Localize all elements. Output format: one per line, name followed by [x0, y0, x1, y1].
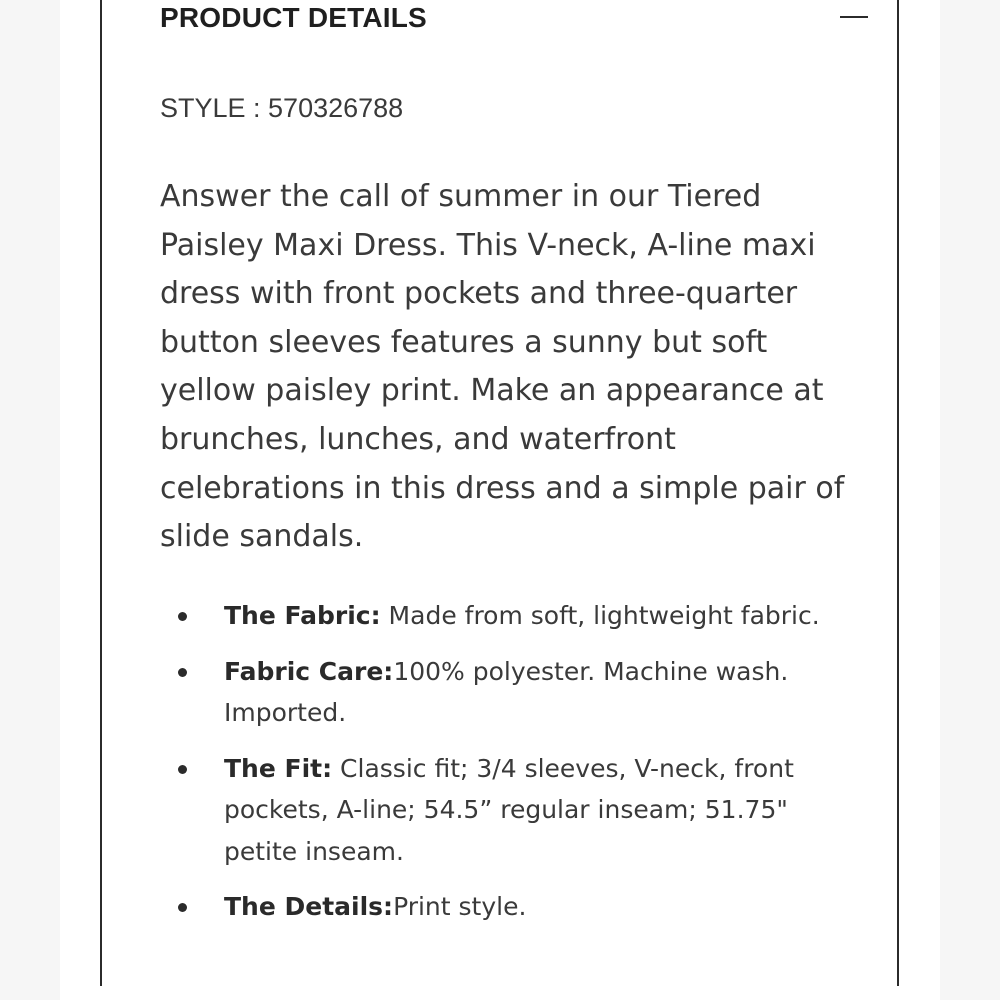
- feature-label: The Fit:: [224, 753, 333, 783]
- feature-label: The Fabric:: [224, 601, 381, 630]
- bullet-icon: [178, 765, 187, 774]
- feature-label: The Details:: [224, 892, 394, 921]
- minus-icon[interactable]: [836, 0, 872, 36]
- right-margin: [940, 0, 1000, 1000]
- bullet-icon: [178, 612, 187, 621]
- feature-text: Print style.: [393, 892, 527, 921]
- feature-text: Made from soft, lightweight fabric.: [380, 601, 820, 630]
- feature-item-details: [160, 886, 860, 928]
- feature-list: [160, 595, 860, 942]
- feature-text: Classic fit; 3/4 sleeves, V-neck, front pockets, A-line; 54.5” regular inseam; 51.75" petite inseam.: [224, 753, 794, 866]
- feature-text: 100% polyester. Machine wash. Imported.: [224, 656, 789, 727]
- section-title: PRODUCT DETAILS: [160, 2, 427, 33]
- left-margin: [0, 0, 60, 1000]
- feature-item-fabric-care: [160, 651, 860, 734]
- bullet-icon: [178, 668, 187, 677]
- feature-label: Fabric Care:: [224, 656, 394, 686]
- style-number: STYLE : 570326788: [160, 93, 404, 123]
- bullet-icon: [178, 903, 187, 912]
- product-details-panel: [100, 0, 899, 986]
- feature-item-fit: [160, 748, 860, 873]
- feature-item-fabric: [160, 595, 860, 637]
- product-details-header[interactable]: [160, 0, 872, 46]
- product-description: Answer the call of summer in our Tiered Paisley Maxi Dress. This V-neck, A-line maxi dress with front pockets and three-quarter button sleeves features a sunny but soft yellow paisley print. Make an appearance at brunches, lunches, and waterfront celebrations in this dress and a simple pair of slide sandals.: [160, 179, 845, 555]
